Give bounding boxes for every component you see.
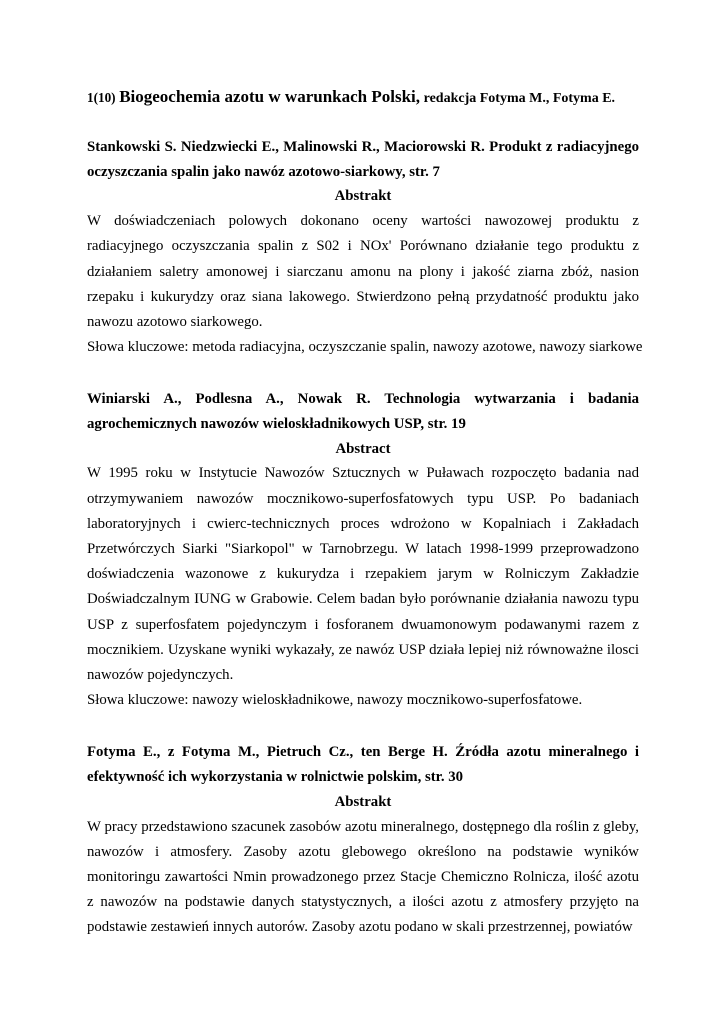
article-1 (87, 135, 643, 360)
article-title: Winiarski A., Podlesna A., Nowak R. Technologia wytwarzania i badania agrochemicznych nawozów wieloskładnikowych USP, str. 19 (87, 391, 639, 433)
issue-heading (87, 86, 639, 110)
issue-editors: redakcja Fotyma M., Fotyma E. (423, 91, 616, 106)
keywords: Słowa kluczowe: metoda radiacyjna, oczyszczanie spalin, nawozy azotowe, nawozy siarkowe (87, 339, 643, 356)
issue-number: 1(10) (87, 90, 116, 105)
abstract-label: Abstract (335, 440, 391, 457)
document-page (87, 86, 643, 941)
article-3 (87, 740, 639, 940)
article-2 (87, 387, 639, 713)
keywords: Słowa kluczowe: nawozy wieloskładnikowe, nawozy mocznikowo-superfosfatowe. (87, 692, 583, 709)
abstract-text: W pracy przedstawiono szacunek zasobów azotu mineralnego, dostępnego dla roślin z gleby, nawozów i atmosfery. Zasoby azotu glebowego określono na podstawie wyników monitoringu zawartości Nmin prowadzonego przez Stacje Chemiczno Rolnicza, ilość azotu z nawozów na podstawie danych statystycznych, a ilości azotu z atmosfery przyjęto na podstawie zestawień innych autorów. Zasoby azotu podano w skali przestrzennej, powiatów (87, 818, 639, 936)
abstract-text: W 1995 roku w Instytucie Nawozów Sztucznych w Puławach rozpoczęto badania nad otrzymywaniem nawozów mocznikowo-superfosfatowych typu USP. Po badaniach laboratoryjnych i cwierc-technicznych proces wdrożono w Kopalniach i Zakładach Przetwórczych Siarki "Siarkopol" w Tarnobrzegu. W latach 1998-1999 przeprowadzono doświadczenia wazonowe z kukurydza i rzepakiem jarym w Rolniczym Zakładzie Doświadczalnym IUNG w Grabowie. Celem badan było porównanie działania nawozu typu USP z superfosfatem pojedynczym i fosforanem dwuamonowym podawanymi razem z mocznikiem. Uzyskane wyniki wykazały, ze nawóz USP działa lepiej niż równoważne ilosci nawozów pojedynczych. (87, 465, 639, 684)
article-title: Stankowski S. Niedzwiecki E., Malinowski R., Maciorowski R. Produkt z radiacyjnego oczyszczania spalin jako nawóz azotowo-siarkowy, str. 7 (87, 139, 639, 180)
article-title: Fotyma E., z Fotyma M., Pietruch Cz., ten Berge H. Źródła azotu mineralnego i efektywność ich wykorzystania w rolnictwie polskim, str. 30 (87, 744, 639, 786)
issue-title: Biogeochemia azotu w warunkach Polski, (119, 87, 420, 106)
abstract-text: W doświadczeniach polowych dokonano oceny wartości nawozowej produktu z radiacyjnego oczyszczania spalin z S02 i NOx' Porównano działanie tego produktu z działaniem saletry amonowej i siarczanu amonu na plony i jakość ziarna zbóż, nasion rzepaku i kukurydzy oraz siana lakowego. Stwierdzono pełną przydatność produktu jako nawozu azotowo siarkowego. (87, 213, 639, 330)
abstract-label: Abstrakt (334, 188, 392, 205)
abstract-label: Abstrakt (334, 793, 392, 810)
